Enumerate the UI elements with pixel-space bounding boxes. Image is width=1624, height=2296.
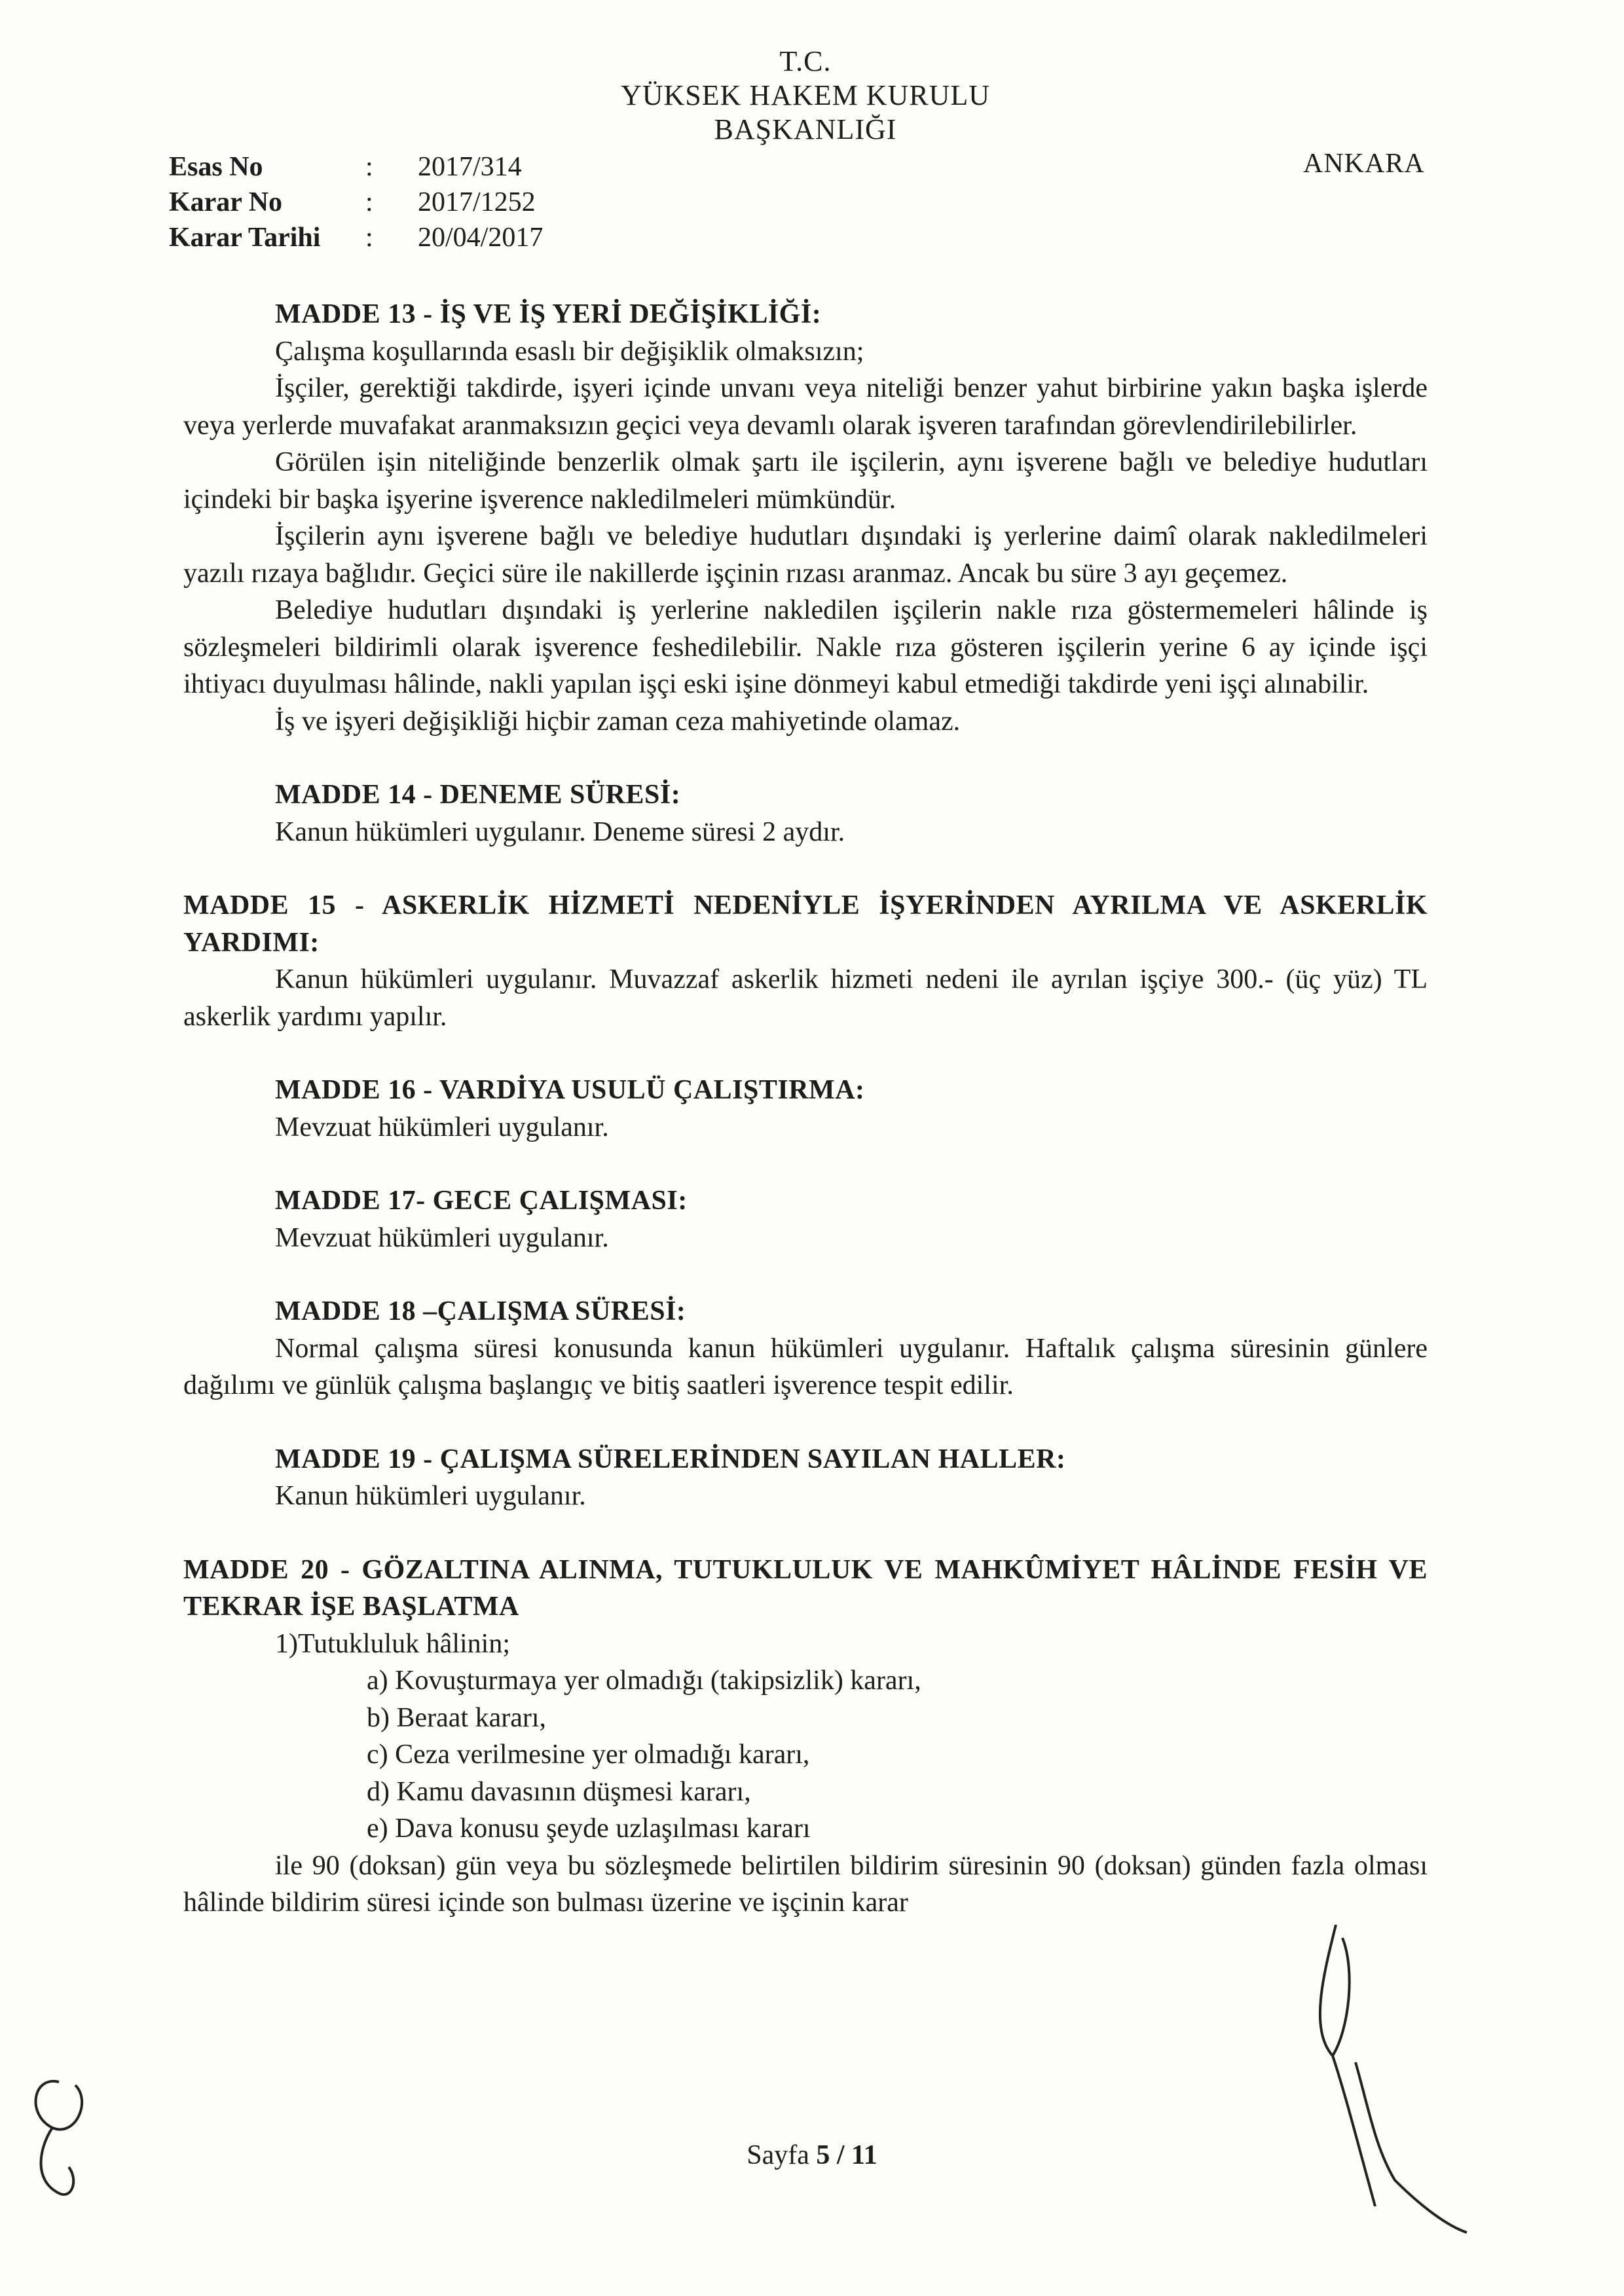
tarih-label: Karar Tarihi (169, 223, 321, 253)
madde18-p1: Normal çalışma süresi konusunda kanun hükümleri uygulanır. Haftalık çalışma süresinin günlere dağılımı ve günlük çalışma başlangıç ve bitiş saatleri işverence tespit edilir. (183, 1333, 1428, 1400)
madde13-p1: Çalışma koşullarında esaslı bir değişiklik olmaksızın; (275, 336, 864, 367)
madde17-title: MADDE 17- GECE ÇALIŞMASI: (275, 1186, 688, 1216)
tarih-value: 20/04/2017 (418, 223, 544, 253)
madde20-item-e: e) Dava konusu şeyde uzlaşılması kararı (367, 1813, 811, 1844)
madde20-item-c: c) Ceza verilmesine yer olmadığı kararı, (367, 1740, 810, 1770)
case-meta (169, 149, 543, 255)
karar-sep: : (365, 187, 373, 217)
karar-row (169, 185, 543, 220)
page-number: 5 / 11 (816, 2140, 877, 2170)
madde19-p1: Kanun hükümleri uygulanır. (275, 1481, 586, 1511)
madde16-title: MADDE 16 - VARDİYA USULÜ ÇALIŞTIRMA: (275, 1075, 865, 1105)
header-office: BAŞKANLIĞI (714, 113, 897, 145)
esas-sep: : (365, 152, 373, 182)
tarih-sep: : (365, 223, 373, 253)
madde13-p4: İşçilerin aynı işverene bağlı ve belediye hudutları dışındaki iş yerlerine daimî olarak nakledilmeleri yazılı rızaya bağlıdır. Geçici süre ile nakillerde işçinin rızası aranmaz. Ancak bu süre 3 ayı geçemez. (183, 521, 1428, 589)
document-header (576, 45, 1035, 147)
madde20-item-d: d) Kamu davasının düşmesi kararı, (367, 1776, 751, 1807)
signature-right (1297, 1899, 1493, 2239)
madde20-title: MADDE 20 - GÖZALTINA ALINMA, TUTUKLULUK VE MAHKÛMİYET HÂLİNDE FESİH VE TEKRAR İŞE BAŞLATMA (183, 1554, 1428, 1622)
karar-label: Karar No (169, 187, 283, 217)
madde20-p2: ile 90 (doksan) gün veya bu sözleşmede belirtilen bildirim süresinin 90 (doksan) günden fazla olması hâlinde bildirim süresi içinde son bulması üzerine ve işçinin karar (183, 1850, 1428, 1918)
page-label: Sayfa (747, 2140, 809, 2170)
header-institution: YÜKSEK HAKEM KURULU (620, 79, 991, 111)
madde20-item-b: b) Beraat kararı, (367, 1702, 547, 1733)
madde14-p1: Kanun hükümleri uygulanır. Deneme süresi 2 aydır. (275, 816, 845, 847)
madde13-p3: Görülen işin niteliğinde benzerlik olmak şartı ile işçilerin, aynı işverene bağlı ve belediye hudutları içindeki bir başka işyerine işverence nakledilmeleri mümkündür. (183, 447, 1428, 515)
madde20-item-a: a) Kovuşturmaya yer olmadığı (takipsizlik) kararı, (367, 1666, 921, 1696)
madde15-p1: Kanun hükümleri uygulanır. Muvazzaf askerlik hizmeti nedeni ile ayrılan işçiye 300.- (üç yüz) TL askerlik yardımı yapılır. (183, 964, 1428, 1032)
karar-value: 2017/1252 (418, 187, 536, 217)
madde13-p2: İşçiler, gerektiği takdirde, işyeri içinde unvanı veya niteliği benzer yahut birbirine yakın başka işlerde veya yerlerde muvafakat aranmaksızın geçici veya devamlı olarak işveren tarafından görevlendirilebilirler. (183, 373, 1428, 441)
madde13-title: MADDE 13 - İŞ VE İŞ YERİ DEĞİŞİKLİĞİ: (275, 299, 822, 329)
esas-row (169, 149, 543, 185)
initials-signature-left (13, 2056, 124, 2206)
madde20-p1: 1)Tutukluluk hâlinin; (275, 1628, 510, 1659)
madde15-title: MADDE 15 - ASKERLİK HİZMETİ NEDENİYLE İŞYERİNDEN AYRILMA VE ASKERLİK YARDIMI: (183, 890, 1428, 958)
madde14-title: MADDE 14 - DENEME SÜRESİ: (275, 780, 681, 810)
madde19-title: MADDE 19 - ÇALIŞMA SÜRELERİNDEN SAYILAN HALLER: (275, 1444, 1066, 1474)
madde17-p1: Mevzuat hükümleri uygulanır. (275, 1222, 609, 1253)
esas-value: 2017/314 (418, 152, 522, 182)
madde18-title: MADDE 18 –ÇALIŞMA SÜRESİ: (275, 1296, 686, 1326)
esas-label: Esas No (169, 152, 263, 182)
madde13-p5: Belediye hudutları dışındaki iş yerlerine nakledilen işçilerin nakle rıza göstermemeleri hâlinde iş sözleşmeleri bildirimli olarak işverence feshedilebilir. Nakle rıza gösteren işçilerin yerine 6 ay içinde işçi ihtiyacı duyulması hâlinde, nakli yapılan işçi eski işine dönmeyi kabul etmediği takdirde yeni işçi alınabilir. (183, 595, 1428, 699)
document-body (183, 296, 1428, 1922)
madde13-p6: İş ve işyeri değişikliği hiçbir zaman ceza mahiyetinde olamaz. (275, 706, 961, 737)
header-country: T.C. (779, 45, 832, 77)
city-label: ANKARA (1303, 149, 1425, 179)
madde16-p1: Mevzuat hükümleri uygulanır. (275, 1112, 609, 1142)
tarih-row (169, 220, 543, 255)
